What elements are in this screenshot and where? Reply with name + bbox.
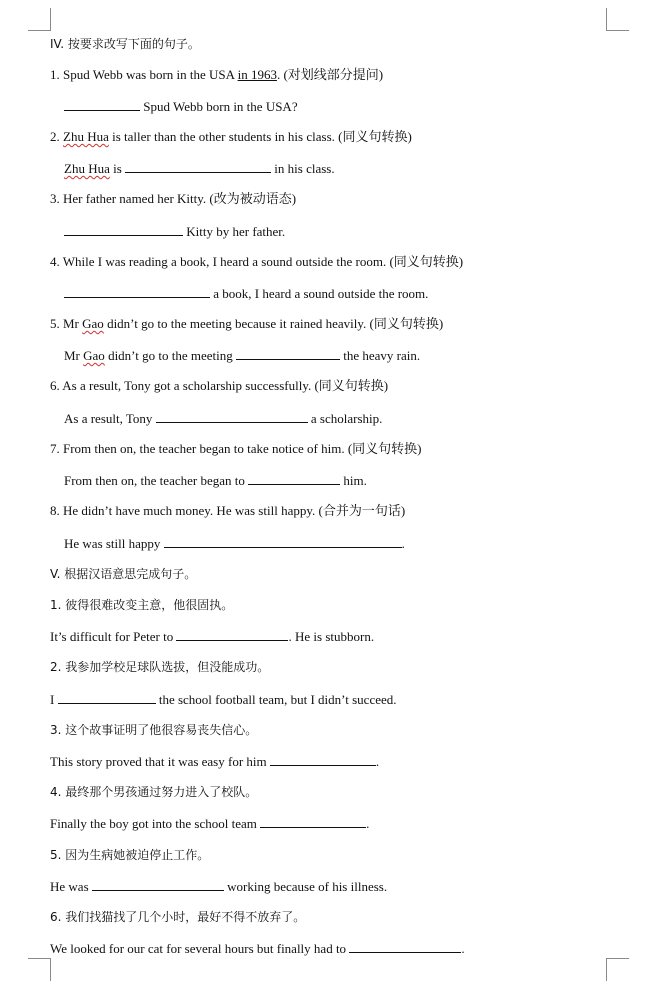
spellcheck-name: Zhu Hua (63, 129, 109, 144)
answer-blank[interactable] (176, 628, 288, 641)
answer-blank[interactable] (125, 160, 271, 173)
answer-text: in his class. (271, 161, 335, 176)
exercise-5-1-chinese: 1. 彼得很难改变主意，他很固执。 (50, 598, 234, 612)
answer-text: working because of his illness. (223, 879, 388, 894)
exercise-4-3-answer (64, 223, 285, 239)
answer-text: He was still happy (64, 536, 164, 551)
exercise-5-6-chinese: 6. 我们找猫找了几个小时，最好不得不放弃了。 (50, 910, 306, 924)
question-text: . (对划线部分提问) (276, 67, 384, 82)
answer-blank[interactable] (270, 753, 376, 766)
exercise-5-3-english (50, 753, 379, 769)
answer-text: I (50, 692, 58, 707)
exercise-4-6-question: 6. As a result, Tony got a scholarship successfully. (同义句转换) (50, 378, 389, 393)
answer-blank[interactable] (156, 410, 308, 423)
answer-text: the heavy rain. (340, 348, 421, 363)
exercise-4-5-question (50, 316, 443, 332)
exercise-4-3-question: 3. Her father named her Kitty. (改为被动语态) (50, 191, 297, 206)
answer-text: . (375, 754, 380, 769)
answer-text: him. (340, 473, 367, 488)
section-4-heading: IV. 按要求改写下面的句子。 (50, 37, 200, 51)
question-text: 1. Spud Webb was born in the USA (50, 67, 238, 82)
answer-blank[interactable] (64, 285, 210, 298)
answer-text: He was (50, 879, 92, 894)
exercise-5-5-english (50, 878, 387, 894)
answer-text: As a result, Tony (64, 411, 156, 426)
answer-text: . (461, 941, 465, 956)
exercise-5-4-english (50, 815, 369, 831)
exercise-4-4-answer (64, 285, 428, 301)
spellcheck-name: Gao (83, 348, 105, 363)
page-corner-mark-top-left (28, 8, 51, 31)
answer-blank[interactable] (260, 815, 366, 828)
answer-text: From then on, the teacher began to (64, 473, 249, 488)
exercise-4-7-answer (64, 472, 367, 488)
answer-text: This story proved that it was easy for him (50, 754, 270, 769)
exercise-5-1-english (50, 628, 374, 644)
answer-text: We looked for our cat for several hours but finally had to (50, 941, 350, 956)
answer-text: didn’t go to the meeting (104, 348, 236, 363)
exercise-4-1-answer (64, 98, 298, 114)
exercise-4-4-question: 4. While I was reading a book, I heard a sound outside the room. (同义句转换) (50, 254, 464, 269)
answer-text: a book, I heard a sound outside the room. (210, 286, 429, 301)
answer-text: . (366, 816, 370, 831)
exercise-4-7-question: 7. From then on, the teacher began to take notice of him. (同义句转换) (50, 441, 422, 456)
exercise-5-2-english (50, 691, 397, 707)
page-corner-mark-bottom-right (606, 958, 629, 981)
page-corner-mark-top-right (606, 8, 629, 31)
exercise-5-6-english (50, 940, 465, 956)
answer-text: . He is stubborn. (288, 629, 375, 644)
question-text: 2. (50, 129, 63, 144)
exercise-4-6-answer (64, 410, 382, 426)
answer-blank[interactable] (236, 347, 340, 360)
answer-text: It’s difficult for Peter to (50, 629, 177, 644)
answer-blank[interactable] (248, 472, 340, 485)
exercise-5-5-chinese: 5. 因为生病她被迫停止工作。 (50, 848, 210, 862)
underlined-phrase: in 1963 (237, 67, 277, 82)
exercise-5-3-chinese: 3. 这个故事证明了他很容易丧失信心。 (50, 723, 258, 737)
answer-text: Spud Webb born in the USA? (140, 99, 298, 114)
page-corner-mark-bottom-left (28, 958, 51, 981)
exercise-5-4-chinese: 4. 最终那个男孩通过努力进入了校队。 (50, 785, 258, 799)
spellcheck-name: Zhu Hua (64, 161, 110, 176)
answer-text: . (401, 536, 405, 551)
exercise-4-1-question (50, 67, 383, 83)
exercise-4-5-answer (64, 347, 420, 363)
answer-text: is (109, 161, 126, 176)
answer-text: a scholarship. (307, 411, 383, 426)
answer-blank[interactable] (64, 98, 140, 111)
exercise-5-2-chinese: 2. 我参加学校足球队选拔，但没能成功。 (50, 660, 270, 674)
answer-blank[interactable] (58, 691, 156, 704)
answer-text: Finally the boy got into the school team (50, 816, 261, 831)
answer-text: Mr (64, 348, 84, 363)
exercise-4-8-question: 8. He didn’t have much money. He was still happy. (合并为一句话) (50, 503, 406, 518)
answer-text: the school football team, but I didn’t succeed. (155, 692, 397, 707)
question-text: didn’t go to the meeting because it rained heavily. (同义句转换) (103, 316, 444, 331)
answer-blank[interactable] (164, 535, 402, 548)
answer-blank[interactable] (349, 940, 461, 953)
question-text: is taller than the other students in his class. (同义句转换) (108, 129, 412, 144)
answer-blank[interactable] (92, 878, 224, 891)
exercise-4-2-answer (64, 160, 335, 176)
answer-text: Kitty by her father. (183, 224, 286, 239)
exercise-4-8-answer (64, 535, 405, 551)
spellcheck-name: Gao (82, 316, 104, 331)
exercise-4-2-question (50, 129, 412, 145)
section-5-heading: V. 根据汉语意思完成句子。 (50, 567, 197, 581)
answer-blank[interactable] (64, 223, 183, 236)
question-text: 5. Mr (50, 316, 83, 331)
